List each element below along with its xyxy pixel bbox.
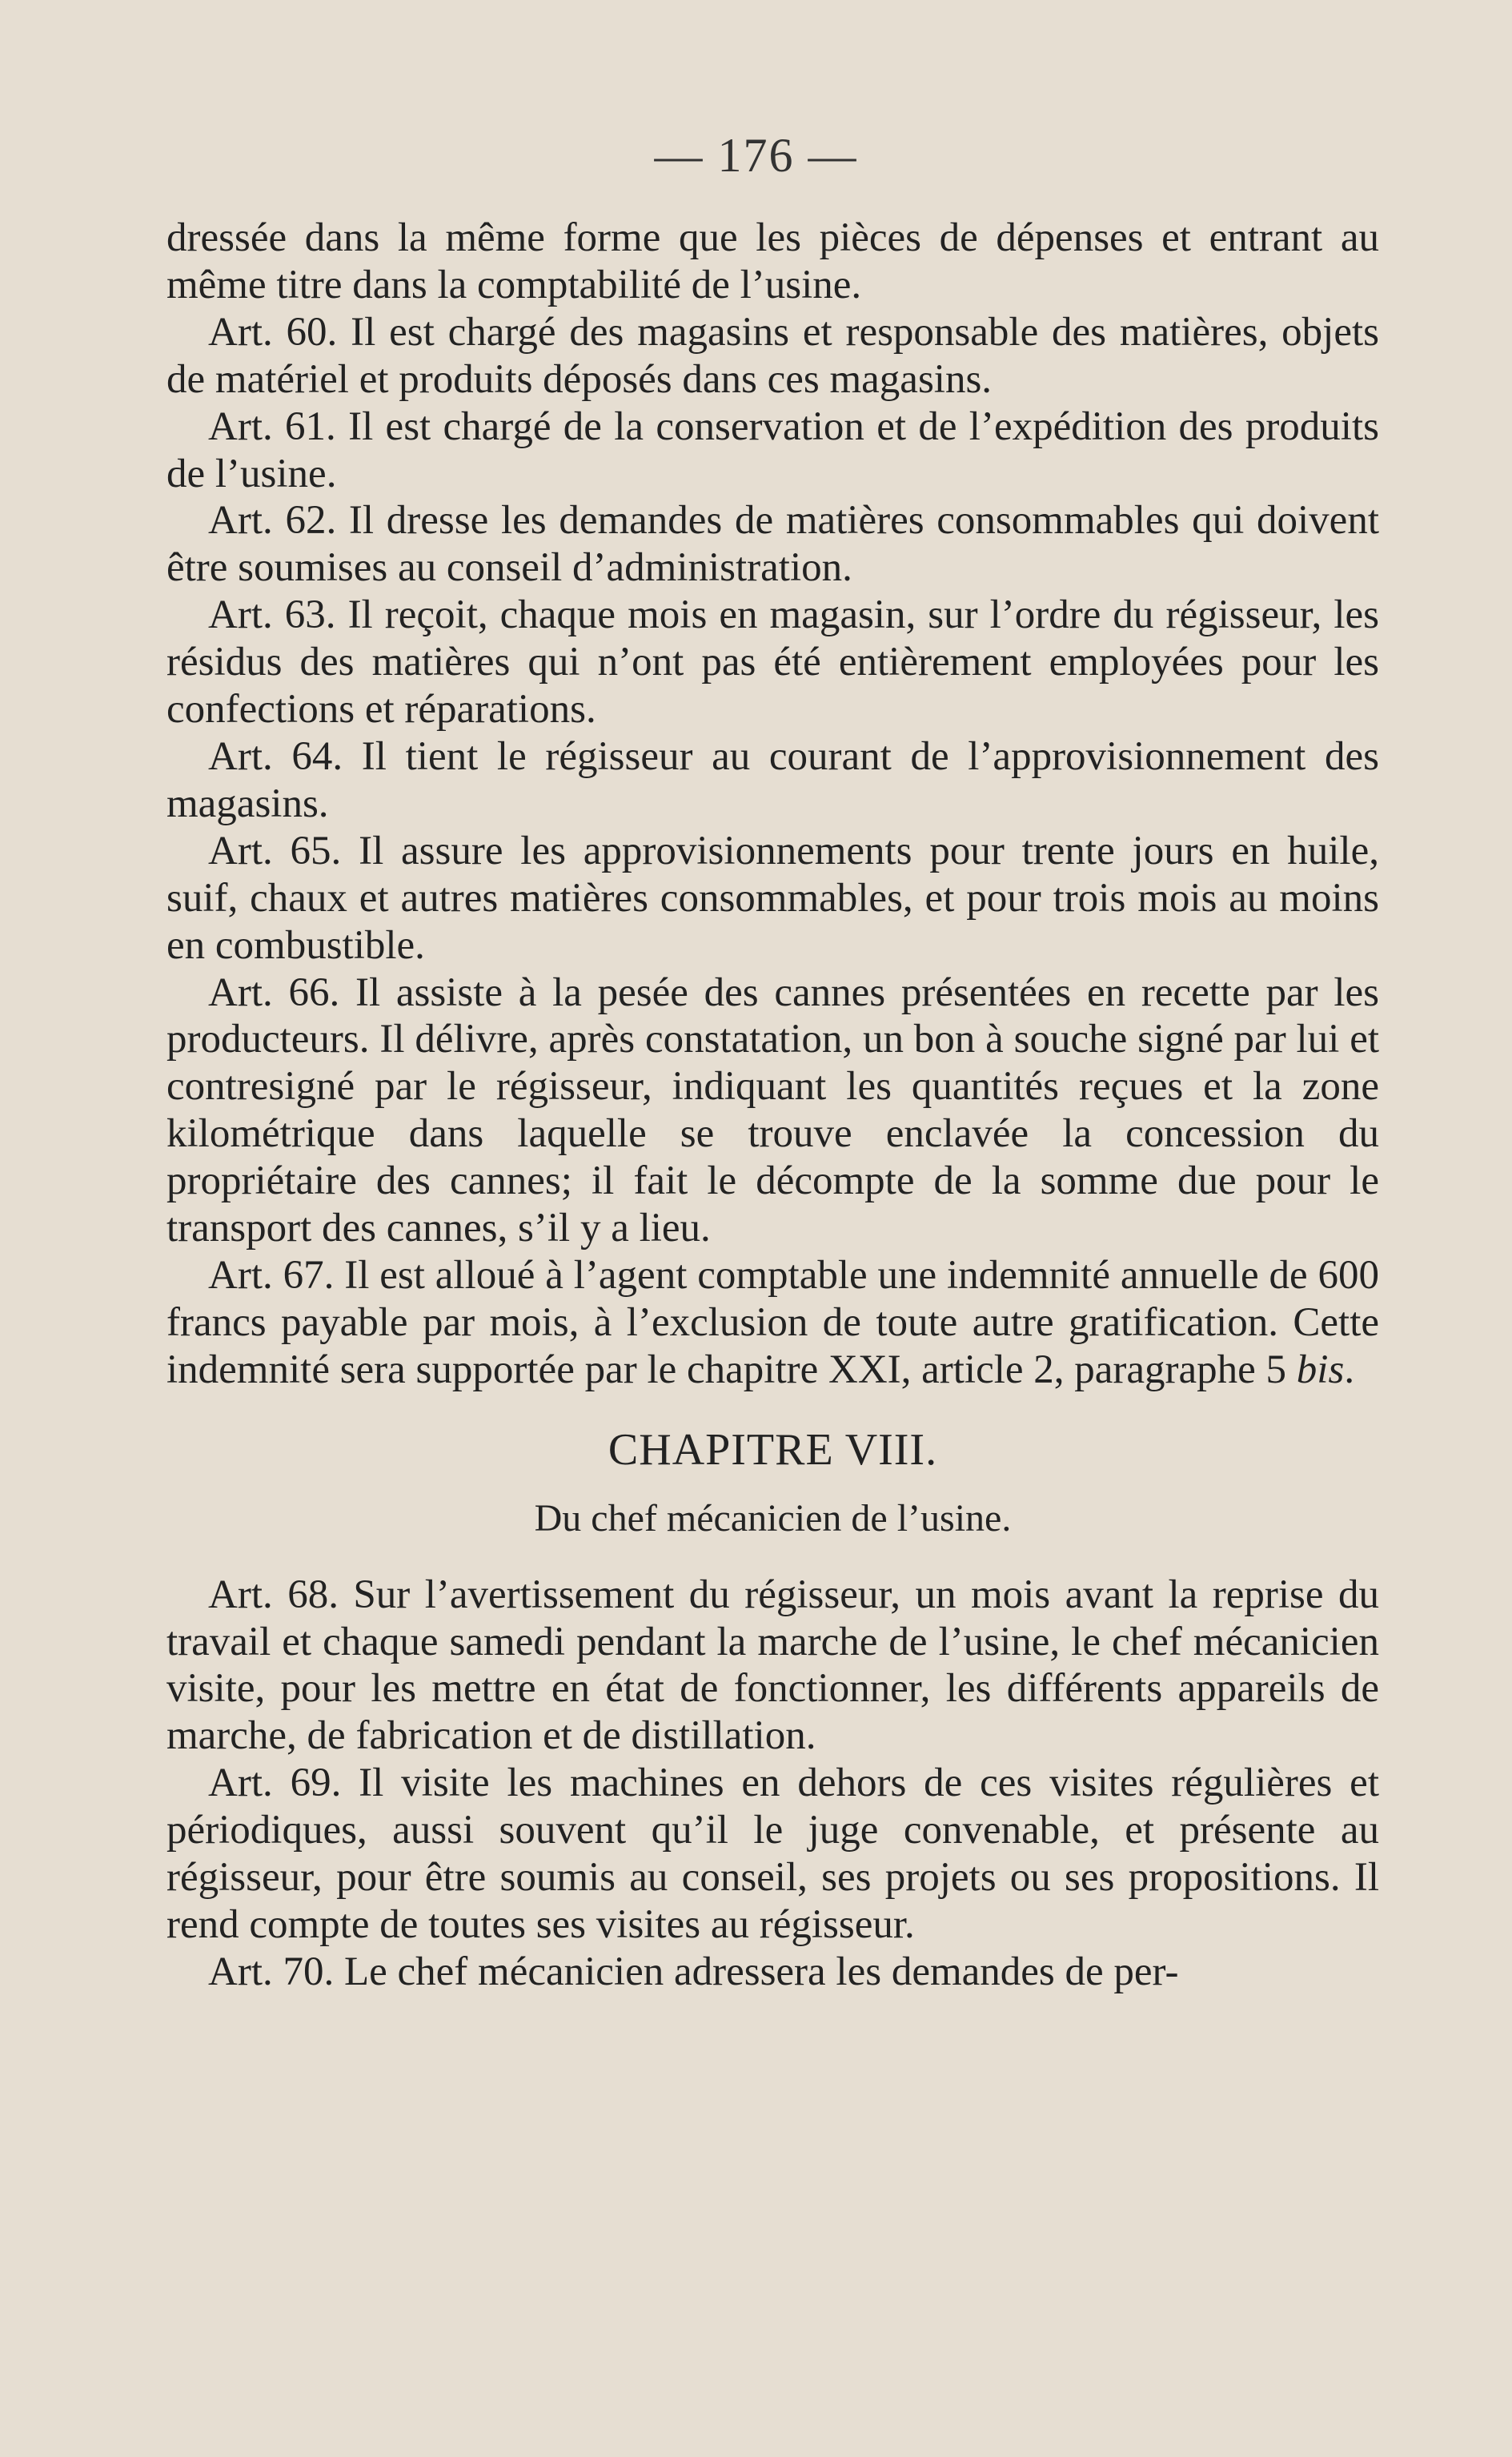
article-64: Art. 64. Il tient le régisseur au courant de l’approvisionnement des magasins. xyxy=(166,733,1379,826)
page-body xyxy=(166,215,1379,1996)
article-68: Art. 68. Sur l’avertissement du régisseur, un mois avant la reprise du travail et chaque samedi pendant la marche de l’usine, le chef mécanicien visite, pour les mettre en état de fonctionner, les différents appareils de marche, de fabrication et de distillation. xyxy=(166,1572,1379,1759)
article-67-end: . xyxy=(1344,1347,1355,1392)
article-62: Art. 62. Il dresse les demandes de matières consommables qui doivent être soumises au conseil d’administration. xyxy=(166,498,1379,591)
page-number: — 176 — xyxy=(654,129,858,182)
article-65: Art. 65. Il assure les approvisionnements pour trente jours en huile, suif, chaux et autres matières consommables, et pour trois mois au moins en combustible. xyxy=(166,828,1379,968)
article-67 xyxy=(166,1252,1379,1394)
chapter-title: CHAPITRE VIII. xyxy=(608,1424,938,1475)
paragraph-continuation: dressée dans la même forme que les pièces de dépenses et entrant au même titre dans la comptabilité de l’usine. xyxy=(166,215,1379,307)
article-67-bis: bis xyxy=(1296,1347,1345,1392)
article-61: Art. 61. Il est chargé de la conservation et de l’expédition des produits de l’usine. xyxy=(166,403,1379,496)
article-63: Art. 63. Il reçoit, chaque mois en magasin, sur l’ordre du régisseur, les résidus des matières qui n’ont pas été entièrement employées pour les confections et réparations. xyxy=(166,592,1379,733)
article-60: Art. 60. Il est chargé des magasins et responsable des matières, objets de matériel et produits déposés dans ces magasins. xyxy=(166,309,1379,402)
article-66: Art. 66. Il assiste à la pesée des cannes présentées en recette par les producteurs. Il délivre, après constatation, un bon à souche signé par lui et contresigné par le régisseur, indiquant les quantités reçues et la zone kilométrique dans laquelle se trouve enclavée la concession du propriétaire des cannes; il fait le décompte de la somme due pour le transport des cannes, s’il y a lieu. xyxy=(166,970,1379,1251)
article-69: Art. 69. Il visite les machines en dehors de ces visites régulières et périodiques, aussi souvent qu’il le juge convenable, et présente au régisseur, pour être soumis au conseil, ses projets ou ses propositions. Il rend compte de toutes ses visites au régisseur. xyxy=(166,1760,1379,1947)
article-70: Art. 70. Le chef mécanicien adressera les demandes de per- xyxy=(208,1949,1179,1994)
article-67-text: Art. 67. Il est alloué à l’agent comptable une indemnité annuelle de 600 francs payable par mois, à l’exclusion de toute autre gratification. Cette indemnité sera supportée par le chapitre XXI, article 2, paragraphe 5 xyxy=(166,1252,1379,1392)
chapter-subtitle: Du chef mécanicien de l’usine. xyxy=(534,1496,1012,1540)
